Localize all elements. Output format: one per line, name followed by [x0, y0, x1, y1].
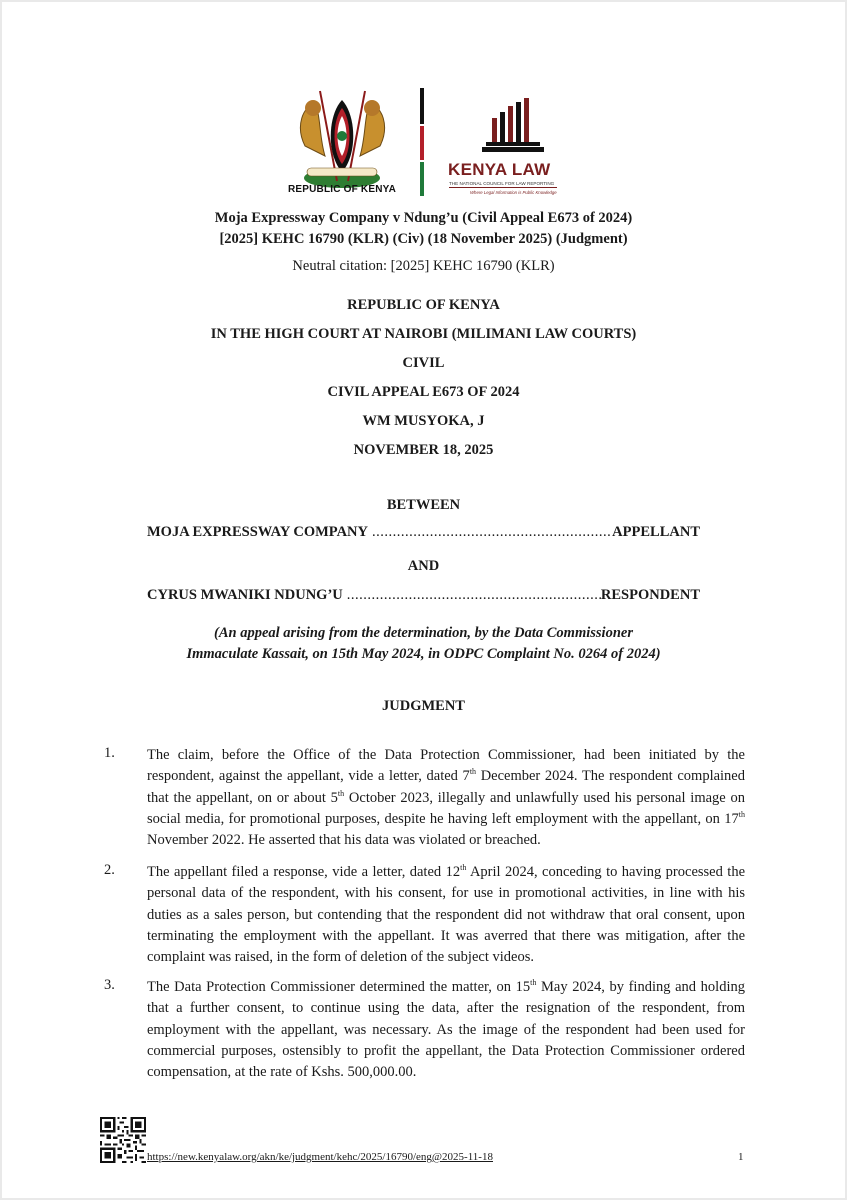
footer-url-link[interactable]: https://new.kenyalaw.org/akn/ke/judgment/kehc/2025/16790/eng@2025-11-18 [147, 1151, 493, 1163]
court-heading: IN THE HIGH COURT AT NAIROBI (MILIMANI LAW COURTS) [210, 326, 637, 342]
paragraph-text: The claim, before the Office of the Data Protection Commissioner, had been initiated by the respondent, against the appellant, vide a letter, dated 7 [147, 747, 745, 785]
judgment-heading: JUDGMENT [382, 698, 465, 714]
appeal-number-heading: CIVIL APPEAL E673 OF 2024 [327, 384, 520, 400]
page-number: 1 [738, 1151, 744, 1163]
coat-caption: REPUBLIC OF KENYA [287, 184, 397, 195]
paragraph-number: 2. [104, 862, 115, 878]
paragraph-text: December 2024. The respondent complained that the appellant, on or about 5 [147, 768, 745, 806]
qr-code-icon[interactable] [100, 1117, 146, 1163]
appellant-role: APPELLANT [612, 524, 700, 540]
kenya-law-pillars-icon [478, 96, 548, 154]
leader-dots [368, 524, 612, 541]
appeal-note [120, 623, 727, 665]
paragraph-text: May 2024, by finding and holding that a further consent, to continue using the data, after the resignation of the respondent, from employment with the appellant, was necessary. As the image of the respondent had been used for commercial purposes, ostensibly to profit the appellant, the Data Protection Commissioner ordered compensation, at the rate of Kshs. 500,000.00. [147, 979, 745, 1081]
case-title-line1: Moja Expressway Company v Ndung’u (Civil Appeal E673 of 2024) [214, 210, 633, 226]
appellant-name: MOJA EXPRESSWAY COMPANY [147, 524, 369, 540]
neutral-citation: Neutral citation: [2025] KEHC 16790 (KLR) [292, 258, 555, 274]
division-heading: CIVIL [402, 355, 445, 371]
coat-of-arms-icon [285, 86, 400, 198]
paragraph-text: November 2022. He asserted that his data was violated or breached. [147, 832, 541, 849]
paragraph-number: 3. [104, 977, 115, 993]
paragraph-3 [147, 977, 745, 1083]
kenya-law-logo-subtitle: THE NATIONAL COUNCIL FOR LAW REPORTING [449, 181, 555, 186]
ordinal-suffix: th [530, 978, 537, 988]
paragraph-text: April 2024, conceding to having processed the personal data of the respondent, with his consent, for use in promotional activities, in line with his duties as a sales person, but contending that the respondent did not withdraw that oral consent, upon terminating the employment with the appellant. It was averred that there was mitigation, after the complaint was raised, in the form of deletion of the subject videos. [147, 864, 746, 966]
ordinal-suffix: th [469, 767, 477, 777]
kenya-law-logo-title: KENYA LAW [448, 160, 551, 179]
republic-heading: REPUBLIC OF KENYA [347, 297, 500, 313]
ordinal-suffix: th [738, 810, 745, 820]
respondent-line [147, 587, 700, 604]
paragraph-text: The Data Protection Commissioner determined the matter, on 15 [147, 979, 531, 995]
ordinal-suffix: th [337, 788, 345, 798]
paragraph-text: October 2023, illegally and unlawfully used his personal image on social media, for promotional purposes, despite he having left employment with the appellant, on 17 [147, 789, 745, 827]
kenya-law-logo-rule [449, 187, 557, 188]
appellant-line [147, 524, 700, 541]
respondent-name: CYRUS MWANIKI NDUNG’U [147, 587, 343, 603]
leader-dots [343, 587, 601, 604]
and-heading: AND [407, 558, 440, 574]
between-heading: BETWEEN [386, 497, 461, 513]
case-title-line2: [2025] KEHC 16790 (KLR) (Civ) (18 November 2025) (Judgment) [219, 231, 628, 247]
paragraph-number: 1. [104, 745, 115, 761]
paragraph-2 [147, 862, 745, 968]
kenya-law-logo-tagline: Where Legal Information is Public Knowledge [470, 190, 557, 195]
paragraph-1 [147, 745, 745, 851]
appeal-note-line2: Immaculate Kassait, on 15th May 2024, in ODPC Complaint No. 0264 of 2024) [186, 646, 661, 662]
date-heading: NOVEMBER 18, 2025 [353, 442, 494, 458]
ordinal-suffix: th [460, 863, 467, 873]
judge-heading: WM MUSYOKA, J [362, 413, 485, 429]
respondent-role: RESPONDENT [600, 587, 700, 603]
appeal-note-line1: (An appeal arising from the determination, by the Data Commissioner [214, 625, 633, 641]
paragraph-text: The appellant filed a response, vide a letter, dated 12 [147, 864, 461, 880]
header-logos [0, 86, 847, 198]
flag-stripe-icon [420, 88, 424, 196]
